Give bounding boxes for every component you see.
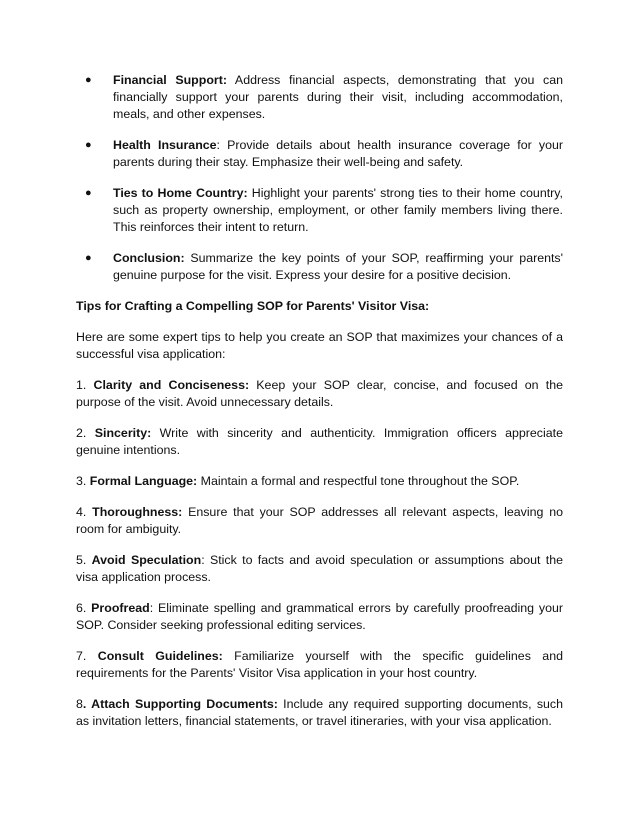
tip-number: 5. [76,553,92,568]
intro-paragraph: Here are some expert tips to help you create an SOP that maximizes your chances of a successful visa application: [76,330,563,362]
tip-paragraph-6 [76,600,563,634]
bullet-text: Address financial aspects, demonstrating that you can financially support your parents during their visit, including accommodation, meals, and other expenses. [113,73,563,122]
tip-paragraph-1 [76,377,563,411]
tip-title: Proofread [91,601,150,616]
bullet-list [76,72,563,285]
tip-text: Ensure that your SOP addresses all relevant aspects, leaving no room for ambiguity. [76,505,563,537]
tip-paragraph-7 [76,648,563,682]
bullet-title: Conclusion: [113,251,185,266]
tip-number: 2. [76,426,95,441]
tip-paragraph-4 [76,504,563,538]
tip-number: 4. [76,505,93,520]
tip-title: Thoroughness: [92,505,183,520]
document-page [76,72,563,744]
tip-paragraph-8 [76,696,563,730]
tip-text: Write with sincerity and authenticity. Immigration officers appreciate genuine intentions. [76,426,563,458]
bullet-icon: ● [85,252,92,265]
tip-text: Include any required supporting documents, such as invitation letters, financial statements, or travel itineraries, with your visa application. [76,697,563,729]
bullet-item-health-insurance [76,137,563,171]
bullet-item-ties-to-home-country [76,185,563,237]
tip-number: 3. [76,474,90,489]
bullet-item-financial-support [76,72,563,124]
bullet-item-conclusion [76,250,563,284]
tip-text: Familiarize yourself with the specific guidelines and requirements for the Parents' Visitor Visa application in your host country. [76,649,563,681]
bullet-text: Highlight your parents' strong ties to their home country, such as property ownership, employment, or other family members living there. This reinforces their intent to return. [113,186,563,235]
tip-number: 8 [76,697,83,712]
tip-number: 7. [76,649,98,664]
tip-title: . Attach Supporting Documents: [82,697,278,712]
tip-title: Formal Language: [89,474,198,489]
tip-title: Sincerity: [94,426,152,441]
bullet-title: Ties to Home Country: [113,186,248,201]
bullet-icon: ● [85,139,92,152]
bullet-title: Health Insurance [113,138,217,153]
tip-paragraph-5 [76,552,563,586]
tip-number: 6. [76,601,92,616]
bullet-icon: ● [85,187,92,200]
tip-paragraph-2 [76,425,563,459]
tip-number: 1. [76,378,94,393]
tip-text: Maintain a formal and respectful tone throughout the SOP. [197,474,520,489]
tip-title: Avoid Speculation [91,553,202,568]
bullet-text: : Provide details about health insurance coverage for your parents during their stay. Emphasize their well-being and safety. [113,138,563,170]
tip-text: : Eliminate spelling and grammatical errors by carefully proofreading your SOP. Consider seeking professional editing services. [76,601,563,633]
tip-paragraph-3 [76,473,563,490]
bullet-text: Summarize the key points of your SOP, reaffirming your parents' genuine purpose for the visit. Express your desire for a positive decision. [113,251,563,283]
tip-title: Clarity and Conciseness: [93,378,250,393]
bullet-icon: ● [85,74,92,86]
tip-title: Consult Guidelines: [97,649,223,664]
bullet-title: Financial Support: [113,73,227,87]
tip-text: : Stick to facts and avoid speculation or assumptions about the visa application process. [76,553,563,585]
tip-text: Keep your SOP clear, concise, and focused on the purpose of the visit. Avoid unnecessary details. [76,378,563,410]
section-heading: Tips for Crafting a Compelling SOP for Parents' Visitor Visa: [76,299,430,314]
